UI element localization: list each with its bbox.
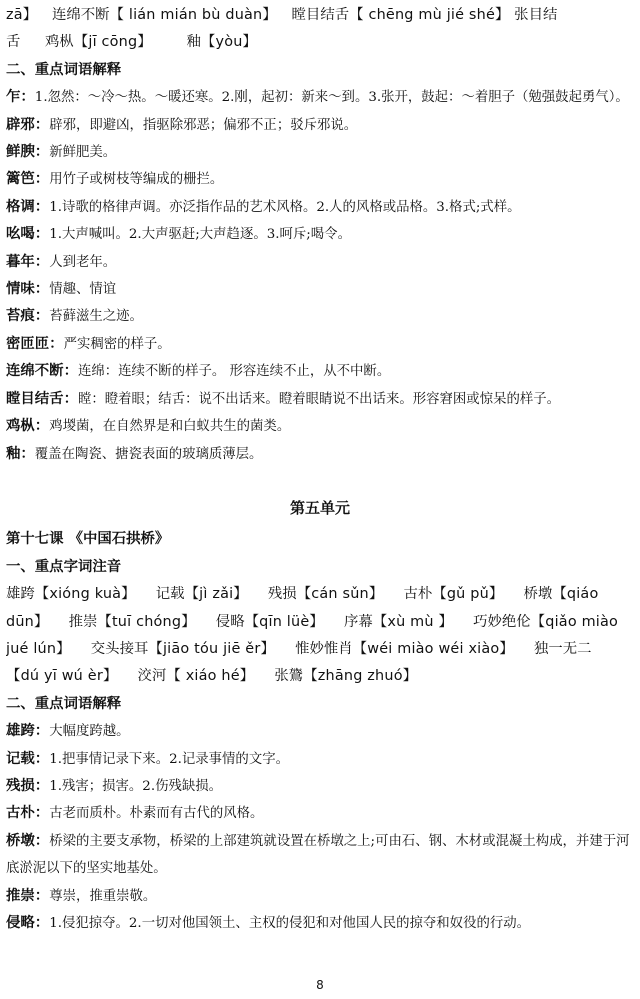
pinyin: 【qiáo (552, 586, 599, 603)
pinyin-line (6, 663, 634, 690)
glossary-definition: 1.把事情记录下来。2.记录事情的文字。 (49, 751, 289, 767)
pinyin: 【xù mù 】 (372, 613, 454, 630)
glossary-entry (6, 910, 634, 937)
pinyin: 【tuī chóng】 (97, 613, 196, 630)
vocab-word: 序幕 (343, 613, 373, 630)
vocab-word: 惟妙惟肖 (295, 640, 353, 657)
glossary-entry (6, 386, 634, 413)
glossary-definition: 1.侵犯掠夺。2.一切对他国领土、主权的侵犯和对他国人民的掠夺和奴役的行动。 (49, 916, 531, 931)
vocab-word: 瞠目结舌 (291, 7, 350, 23)
glossary-term: 苔痕： (6, 308, 50, 325)
glossary-list (6, 718, 634, 937)
vocab-word: 独一无二 (533, 640, 592, 657)
vocab-word: 釉 (186, 34, 201, 51)
page-number: 8 (316, 978, 324, 992)
glossary-term: 辟邪： (6, 116, 50, 133)
pinyin: 【jiāo tóu jiē ěr】 (148, 640, 276, 657)
glossary-term: 连绵不断： (6, 363, 78, 380)
glossary-entry (6, 800, 634, 827)
glossary-entry (6, 84, 634, 111)
glossary-entry (6, 194, 634, 221)
glossary-definition: 连绵：连续不断的样子。 形容连续不止，从不中断。 (77, 364, 391, 380)
glossary-definition: 1.大声喊叫。2.大声驱赶;大声趋逐。3.呵斥;喝令。 (49, 227, 351, 243)
glossary-definition: 大幅度跨越。 (49, 724, 130, 740)
glossary-definition: 人到老年。 (49, 254, 117, 270)
glossary-entry (6, 112, 634, 139)
lesson-title: 第十七课 《中国石拱桥》 (6, 531, 170, 548)
glossary-definition: 鸡堫菌，在自然界是和白蚁共生的菌类。 (49, 419, 291, 435)
pinyin: 【 xiáo hé】 (166, 668, 255, 685)
glossary-definition: 古老而质朴。朴素而有古代的风格。 (49, 806, 264, 822)
glossary-entry (6, 139, 634, 166)
pinyin: 【gǔ pǔ】 (432, 586, 504, 603)
glossary-entry (6, 249, 634, 276)
section-heading: 二、重点词语解释 (6, 61, 122, 78)
pinyin: 【jì zǎi】 (184, 586, 248, 603)
pinyin: 【 lián mián bù duàn】 (109, 7, 277, 23)
pinyin-line (6, 636, 634, 663)
glossary-term: 暮年： (6, 253, 50, 270)
pinyin-line (6, 609, 634, 636)
pinyin: 【 chēng mù jié shé】 (349, 7, 510, 23)
section-heading: 二、重点词语解释 (6, 695, 122, 712)
glossary-definition: 覆盖在陶瓷、搪瓷表面的玻璃质薄层。 (34, 446, 263, 462)
pinyin: dūn】 (6, 613, 49, 630)
vocab-word: 洨河 (137, 668, 167, 685)
vocab-word: 舌 (6, 34, 21, 51)
glossary-entry (6, 773, 634, 800)
pinyin: 【cán sǔn】 (296, 586, 384, 603)
glossary-definition: 苔藓滋生之迹。 (49, 309, 143, 325)
glossary-definition: 严实稠密的样子。 (63, 336, 171, 352)
glossary-term: 桥墩： (6, 832, 50, 849)
glossary-term: 篱笆： (6, 171, 50, 188)
pinyin: zā】 (6, 7, 38, 23)
pinyin: 【wéi miào wéi xiào】 (352, 640, 514, 657)
glossary-term: 吆喝： (6, 226, 50, 243)
glossary-definition: 新鲜肥美。 (49, 145, 117, 161)
glossary-list (6, 84, 634, 468)
vocab-word: 桥墩 (523, 586, 553, 603)
glossary-definition: 1.残害；损害。2.伤残缺损。 (49, 778, 223, 794)
glossary-entry (6, 746, 634, 773)
glossary-entry (6, 358, 634, 385)
section-heading: 一、重点字词注音 (6, 558, 122, 575)
glossary-term: 侵略： (6, 915, 50, 931)
glossary-entry (6, 828, 634, 883)
vocab-word: 交头接耳 (90, 640, 149, 657)
glossary-definition: 1.诗歌的格律声调。亦泛指作品的艺术风格。2.人的风格或品格。3.格式;式样。 (49, 199, 521, 215)
pinyin-line-top-1 (6, 2, 634, 29)
pinyin-line (6, 581, 634, 608)
glossary-entry (6, 166, 634, 193)
pinyin-line-top-2 (6, 29, 634, 56)
pinyin-block (6, 581, 634, 691)
vocab-word: 雄跨 (6, 586, 35, 603)
glossary-entry (6, 883, 634, 910)
pinyin: 【xióng kuà】 (34, 586, 136, 603)
glossary-term: 推崇： (6, 887, 50, 904)
pinyin: 【dú yī wú èr】 (6, 668, 118, 685)
glossary-term: 鲜腴： (6, 144, 50, 161)
vocab-word: 侵略 (215, 613, 245, 630)
glossary-definition: 1.忽然：～冷～热。～暖还寒。2.刚，起初：新来～到。3.张开，鼓起：～着胆子（勉强鼓起勇气）。 (34, 90, 629, 106)
glossary-definition: 桥梁的主要支承物，桥梁的上部建筑就设置在桥墩之上;可由石、钢、木材或混凝土构成，并建于河底淤泥以下的坚实地基处。 (6, 833, 630, 877)
glossary-term: 情味： (6, 281, 50, 298)
glossary-term: 密匝匝： (6, 335, 64, 352)
pinyin: 【qīn lüè】 (244, 613, 324, 630)
pinyin: 【zhāng zhuó】 (303, 668, 418, 685)
glossary-entry (6, 221, 634, 248)
glossary-definition: 用竹子或树枝等编成的栅拦。 (49, 172, 224, 188)
glossary-definition: 尊崇，推重崇敬。 (49, 888, 157, 904)
vocab-word: 推崇 (68, 613, 98, 630)
glossary-entry (6, 276, 634, 303)
vocab-word: 残损 (267, 586, 297, 603)
glossary-term: 残损： (6, 777, 50, 794)
vocab-word: 古朴 (403, 586, 433, 603)
glossary-term: 记载： (6, 750, 50, 767)
glossary-term: 乍： (6, 89, 35, 106)
glossary-term: 古朴： (6, 805, 50, 822)
glossary-term: 鸡枞： (6, 418, 50, 435)
pinyin: 【jī cōng】 (73, 34, 152, 51)
vocab-word: 张目结 (514, 7, 558, 23)
glossary-term: 雄跨： (6, 723, 50, 740)
vocab-word: 连绵不断 (51, 7, 110, 23)
unit-title: 第五单元 (289, 498, 350, 517)
glossary-definition: 情趣、情谊 (49, 282, 117, 298)
glossary-entry (6, 718, 634, 745)
vocab-word: 鸡枞 (44, 34, 74, 51)
glossary-entry (6, 331, 634, 358)
pinyin: 【yòu】 (200, 34, 258, 51)
glossary-term: 格调： (6, 198, 50, 215)
glossary-term: 釉： (6, 445, 35, 462)
pinyin: jué lún】 (6, 640, 71, 657)
glossary-definition: 辟邪，即避凶，指驱除邪恶；偏邪不正；驳斥邪说。 (49, 117, 358, 133)
vocab-word: 记载 (155, 586, 185, 603)
glossary-entry (6, 441, 634, 468)
glossary-entry (6, 413, 634, 440)
vocab-word: 张鷟 (274, 668, 304, 685)
glossary-entry (6, 303, 634, 330)
vocab-word: 巧妙绝伦 (473, 613, 531, 630)
glossary-term: 瞠目结舌： (6, 390, 78, 407)
pinyin: 【qiǎo miào (530, 613, 619, 630)
glossary-definition: 瞠：瞪着眼；结舌：说不出话来。瞪着眼睛说不出话来。形容窘困或惊呆的样子。 (77, 391, 561, 407)
